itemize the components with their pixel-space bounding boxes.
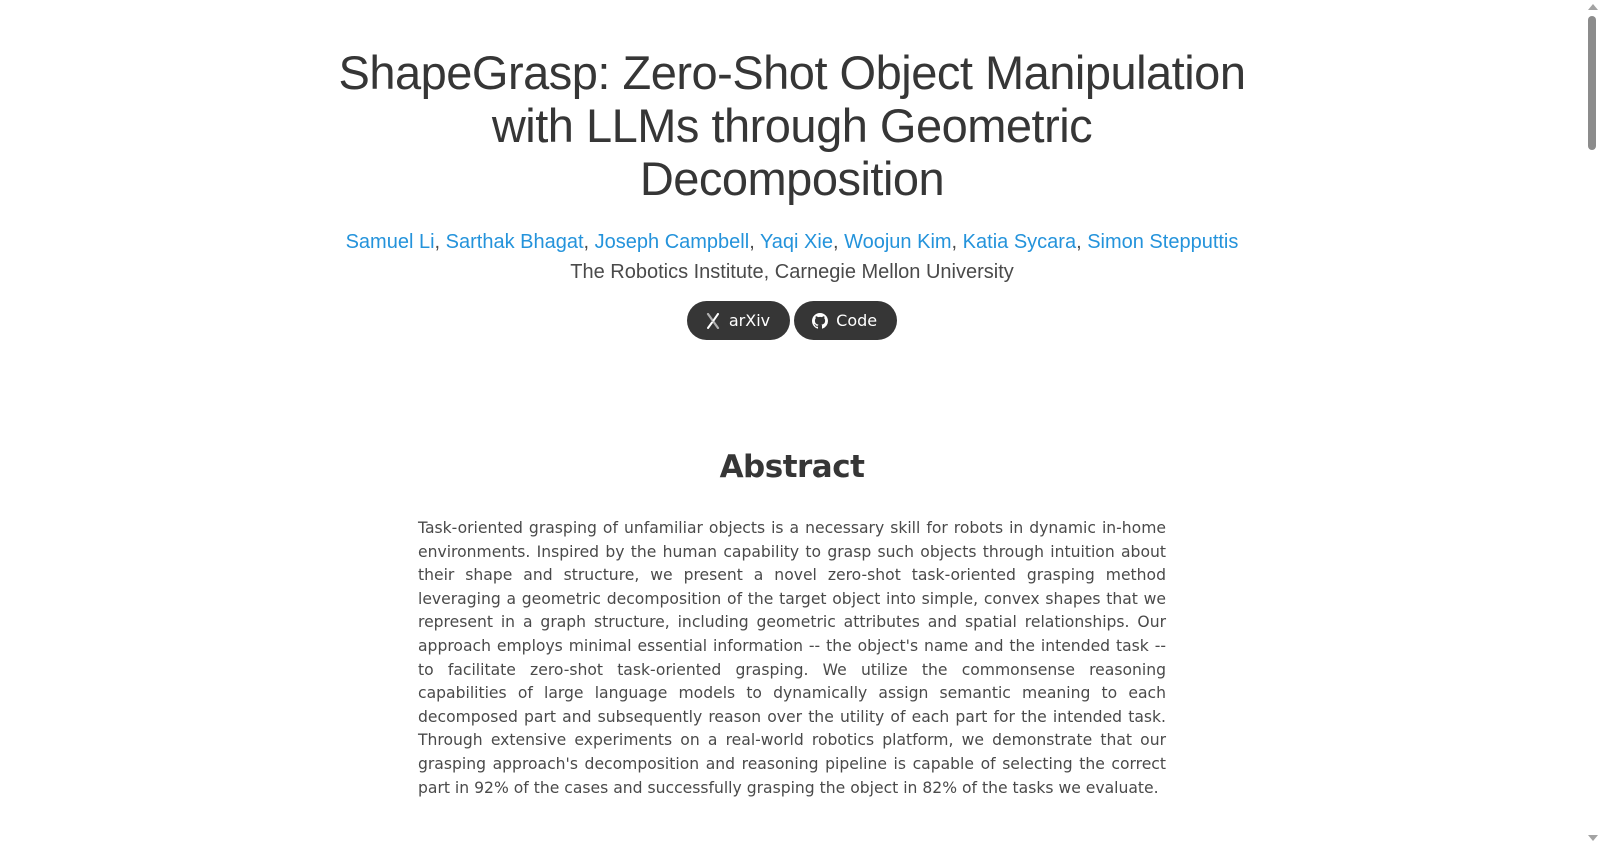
title-line: Decomposition	[639, 152, 945, 205]
title-line: with LLMs through Geometric	[491, 99, 1093, 152]
arxiv-button[interactable]	[687, 301, 790, 340]
author-link[interactable]: Katia Sycara	[962, 231, 1077, 253]
arxiv-icon	[705, 313, 721, 329]
author-separator: ,	[434, 231, 441, 253]
scroll-thumb[interactable]	[1588, 16, 1596, 150]
author-link[interactable]: Sarthak Bhagat	[445, 231, 584, 253]
publication-links	[0, 301, 1584, 340]
author-link[interactable]: Woojun Kim	[844, 231, 952, 253]
author-link[interactable]: Samuel Li	[345, 231, 435, 253]
hero-section	[0, 0, 1584, 340]
title-line: ShapeGrasp: Zero-Shot Object Manipulation	[338, 46, 1246, 99]
author-separator: ,	[749, 231, 755, 253]
author-list	[0, 229, 1584, 255]
author-link[interactable]: Joseph Campbell	[594, 231, 750, 253]
page-title	[302, 46, 1282, 205]
abstract-heading: Abstract	[719, 449, 865, 485]
vertical-scrollbar[interactable]	[1584, 0, 1600, 861]
abstract-section	[0, 447, 1584, 800]
code-button-label: Code	[836, 311, 878, 330]
affiliation: The Robotics Institute, Carnegie Mellon University	[570, 261, 1014, 283]
abstract-text: Task-oriented grasping of unfamiliar objects is a necessary skill for robots in dynamic in-home environments. Inspired by the human capability to grasp such objects through intuition about their shape and structure, we present a novel zero-shot task-oriented grasping method leveraging a geometric decomposition of the target object into simple, convex shapes that we represent in a graph structure, including geometric attributes and spatial relationships. Our approach employs minimal essential information -- the object's name and the intended task -- to facilitate zero-shot task-oriented grasping. We utilize the commonsense reasoning capabilities of large language models to dynamically assign semantic meaning to each decomposed part and subsequently reason over the utility of each part for the intended task. Through extensive experiments on a real-world robotics platform, we demonstrate that our grasping approach's decomposition and reasoning pipeline is capable of selecting the correct part in 92% of the cases and successfully grasping the object in 82% of the tasks we evaluate.	[418, 519, 1166, 797]
code-button[interactable]	[794, 301, 897, 340]
author-link[interactable]: Yaqi Xie	[759, 231, 833, 253]
author-separator: ,	[1076, 231, 1082, 253]
github-icon	[812, 313, 828, 329]
author-link[interactable]: Simon Stepputtis	[1087, 231, 1239, 253]
scroll-up-arrow-icon[interactable]	[1588, 4, 1598, 10]
author-separator: ,	[583, 231, 590, 253]
author-separator: ,	[832, 231, 839, 253]
scroll-down-arrow-icon[interactable]	[1588, 835, 1598, 841]
arxiv-button-label: arXiv	[728, 311, 771, 330]
author-separator: ,	[951, 231, 958, 253]
